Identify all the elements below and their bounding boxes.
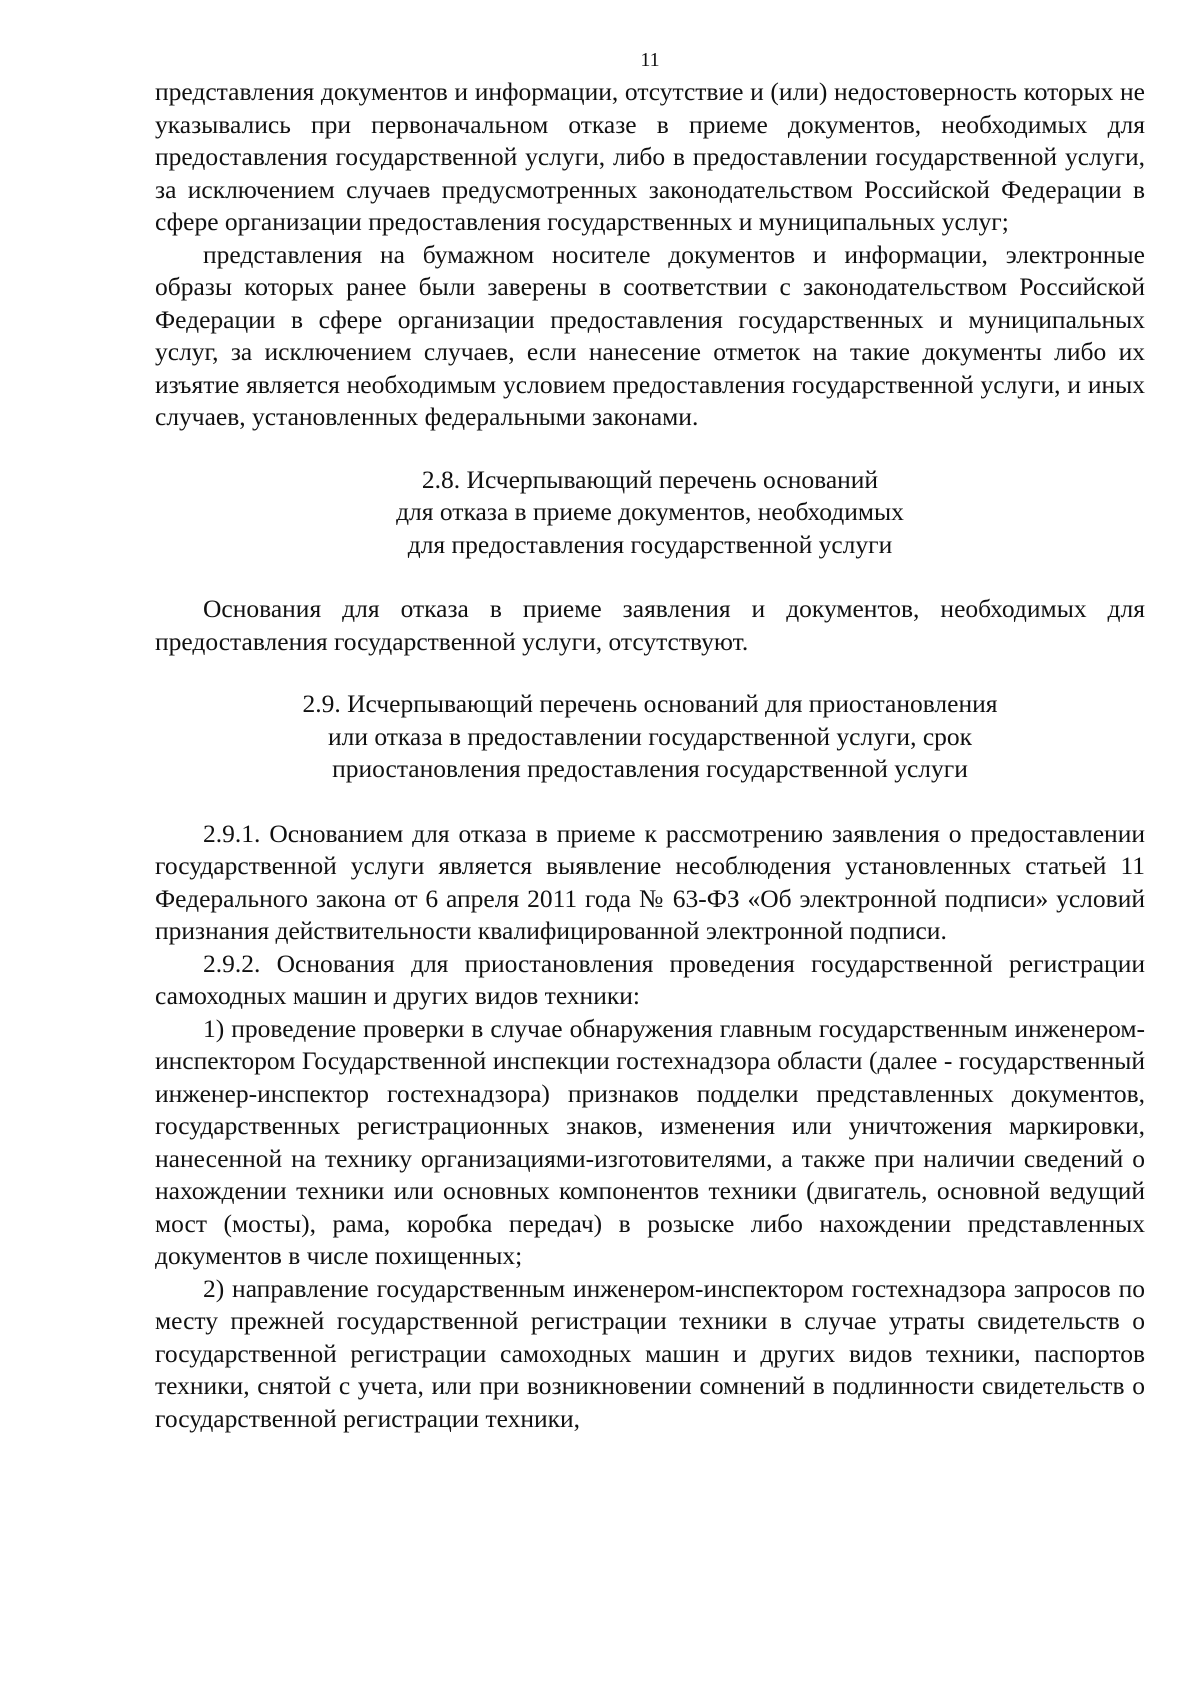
paragraph-2-9-2: 2.9.2. Основания для приостановления проведения государственной регистрации самоходных машин и других видов техники: xyxy=(155,948,1145,1010)
paragraph-paper-documents: представления на бумажном носителе документов и информации, электронные образы которых ранее были заверены в соответствии с законодательством Российской Федерации в сфере организации предоставления государственных и муниципальных услуг, за исключением случаев, если нанесение отметок на такие документы либо их изъятие является необходимым условием предоставления государственной услуги, и иных случаев, установленных федеральными законами. xyxy=(155,239,1145,431)
heading-line: приостановления предоставления государственной услуги xyxy=(332,754,968,783)
spacer xyxy=(155,786,1145,818)
paragraph-2-9-1: 2.9.1. Основанием для отказа в приеме к рассмотрению заявления о предоставлении государственной услуги является выявление несоблюдения установленных статьей 11 Федерального закона от 6 апреля 2011 года № 63-ФЗ «Об электронной подписи» условий признания действительности квалифицированной электронной подписи. xyxy=(155,818,1145,945)
heading-line: 2.9. Исчерпывающий перечень оснований для приостановления xyxy=(302,689,998,718)
section-heading-2-8 xyxy=(155,464,1145,562)
page-number: 11 xyxy=(640,49,660,71)
paragraph-no-refusal-grounds: Основания для отказа в приеме заявления и документов, необходимых для предоставления государственной услуги, отсутствуют. xyxy=(155,594,1145,656)
section-heading-2-9 xyxy=(155,688,1145,786)
spacer xyxy=(155,561,1145,593)
heading-line: 2.8. Исчерпывающий перечень оснований xyxy=(421,464,879,494)
paragraph-continuation: представления документов и информации, отсутствие и (или) недостоверность которых не указывались при первоначальном отказе в приеме документов, необходимых для предоставления государственной услуги, либо в предоставлении государственной услуги, за исключением случаев предусмотренных законодательством Российской Федерации в сфере организации предоставления государственных и муниципальных услуг; xyxy=(155,77,1145,236)
document-page xyxy=(155,48,1145,1435)
heading-line: для отказа в приеме документов, необходимых xyxy=(396,497,904,526)
list-item-2: 2) направление государственным инженером-инспектором гостехнадзора запросов по месту прежней государственной регистрации техники в случае утраты свидетельств о государственной регистрации самоходных машин и других видов техники, паспортов техники, снятой с учета, или при возникновении сомнений в подлинности свидетельств о государственной регистрации техники, xyxy=(155,1273,1145,1433)
heading-line: для предоставления государственной услуги xyxy=(407,529,893,559)
spacer xyxy=(155,434,1145,464)
spacer xyxy=(155,658,1145,688)
list-item-1: 1) проведение проверки в случае обнаружения главным государственным инженером-инспектором Государственной инспекции гостехнадзора области (далее - государственный инженер-инспектор гостехнадзора) признаков подделки представленных документов, государственных регистрационных знаков, изменения или уничтожения маркировки, нанесенной на технику организациями-изготовителями, а также при наличии сведений о нахождении техники или основных компонентов техники (двигатель, основной ведущий мост (мосты), рама, коробка передач) в розыске либо нахождении представленных документов в числе похищенных; xyxy=(155,1013,1145,1270)
heading-line: или отказа в предоставлении государственной услуги, срок xyxy=(327,721,973,751)
